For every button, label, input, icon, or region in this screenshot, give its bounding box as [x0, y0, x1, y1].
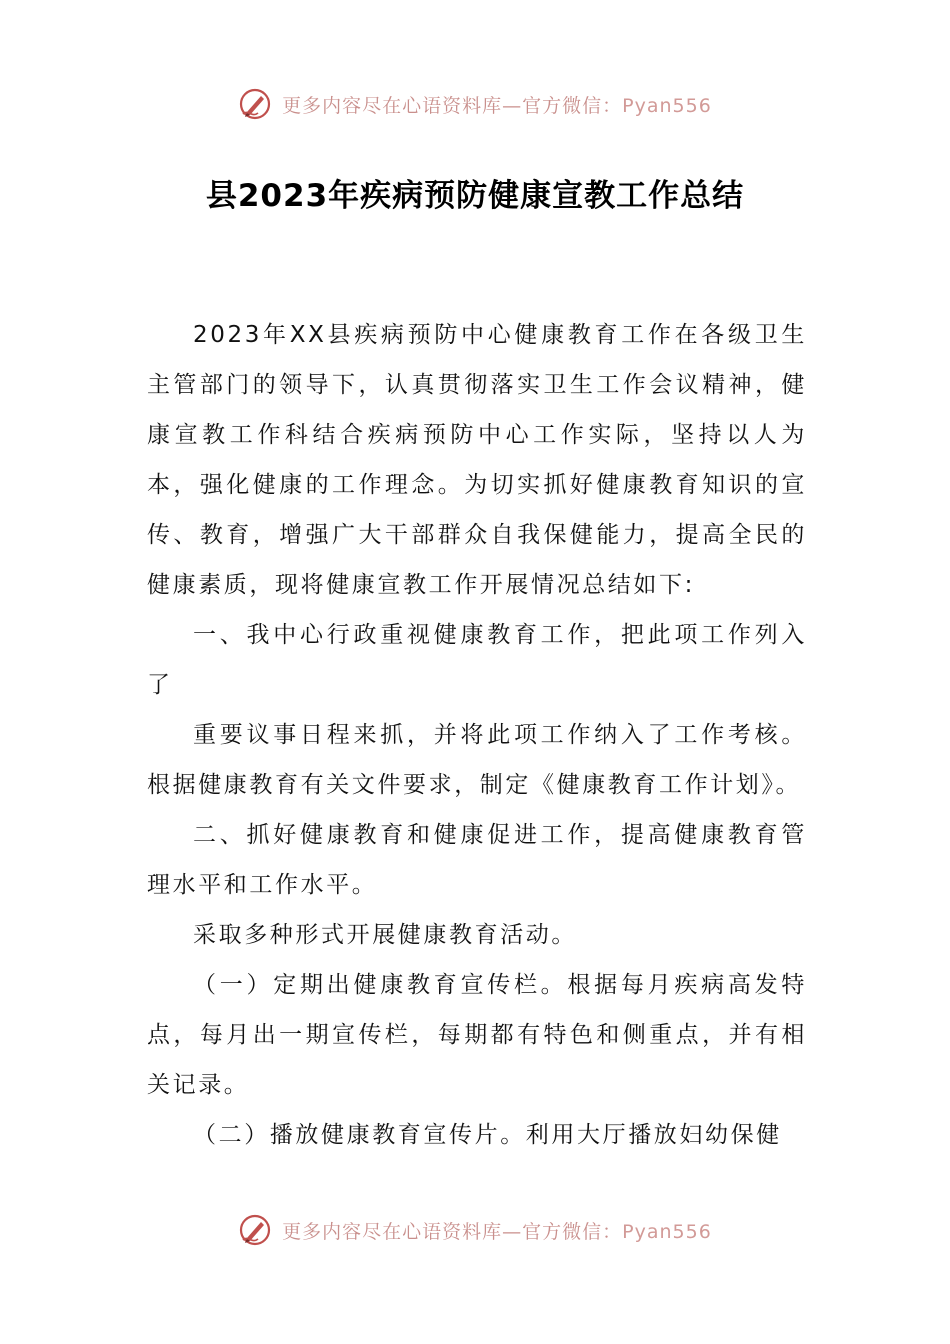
footer-watermark-banner	[0, 1208, 950, 1252]
paragraph-item-2: （二）播放健康教育宣传片。利用大厅播放妇幼保健	[193, 1122, 782, 1148]
watermark-text	[282, 91, 712, 118]
paragraph-section-1-heading: 一、我中心行政重视健康教育工作，把此项工作列入了	[147, 622, 807, 698]
watermark-wechat-handle: Pyan556	[622, 94, 712, 117]
paragraph-section-2-lead: 采取多种形式开展健康教育活动。	[193, 922, 577, 948]
paragraph-item-1: （一）定期出健康教育宣传栏。根据每月疾病高发特点，每月出一期宣传栏，每期都有特色和侧重点，并有相关记录。	[147, 972, 807, 1098]
paragraph-intro: 2023年XX县疾病预防中心健康教育工作在各级卫生主管部门的领导下，认真贯彻落实卫生工作会议精神，健康宣教工作科结合疾病预防中心工作实际，坚持以人为本，强化健康的工作理念。为切实抓好健康教育知识的宣传、教育，增强广大干部群众自我保健能力，提高全民的健康素质，现将健康宣教工作开展情况总结如下:	[147, 322, 807, 598]
header-watermark-banner	[0, 82, 950, 126]
paragraph-section-2-heading: 二、抓好健康教育和健康促进工作，提高健康教育管理水平和工作水平。	[147, 822, 807, 898]
pen-logo-icon	[238, 1213, 272, 1247]
watermark-wechat-handle: Pyan556	[622, 1220, 712, 1243]
pen-logo-icon	[238, 87, 272, 121]
document-title: 县2023年疾病预防健康宣教工作总结	[205, 178, 745, 214]
document-body	[147, 310, 807, 1160]
watermark-label: 更多内容尽在心语资料库—官方微信：	[282, 1220, 623, 1243]
watermark-text	[282, 1217, 712, 1244]
watermark-label: 更多内容尽在心语资料库—官方微信：	[282, 94, 623, 117]
paragraph-section-1-body: 重要议事日程来抓，并将此项工作纳入了工作考核。根据健康教育有关文件要求，制定《健康教育工作计划》。	[147, 722, 807, 798]
